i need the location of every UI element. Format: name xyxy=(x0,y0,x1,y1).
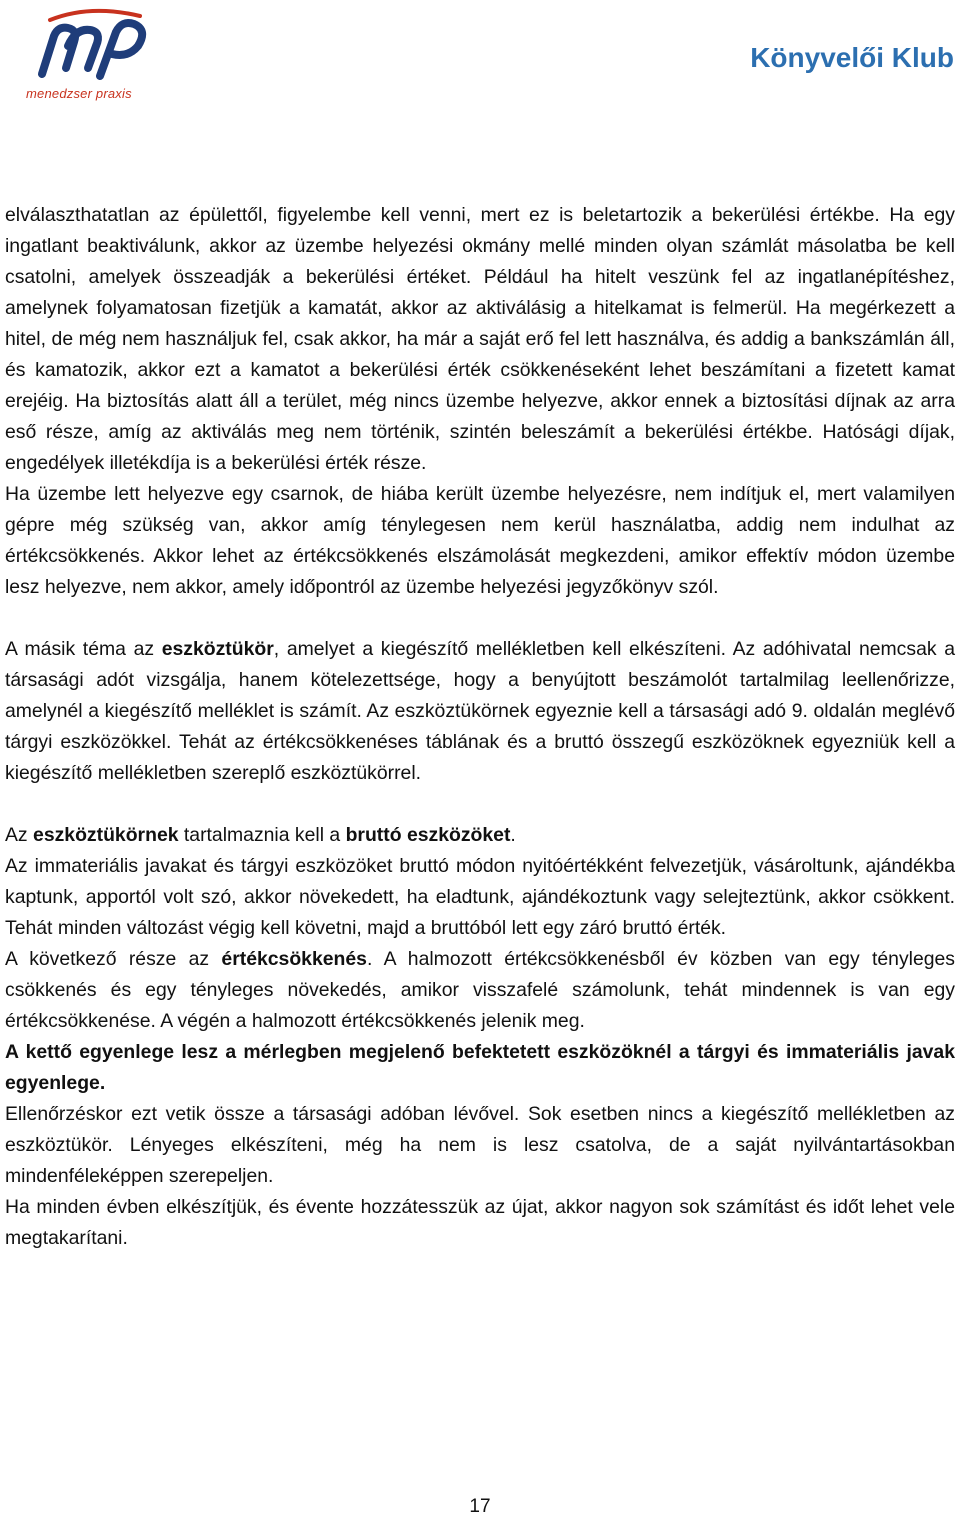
p3-text-c: , amelyet a kiegészítő mellékletben kell elkészíteni. Az adóhivatal nemcsak a társasági adót vizsgálja, hanem kötelezettsége, hogy a benyújtott beszámolót tartalmilag leellenőrizze, amelynél a kiegészítő melléklet is számít. Az eszköztükörnek egyeznie kell a társasági adó 9. oldalán meglévő tárgyi eszközökkel. Tehát az értékcsökkenéses táblának és a bruttó összegű eszközöknek egyezniük kell a kiegészítő mellékletben szereplő eszköztükörrel. xyxy=(5,638,955,784)
document-body xyxy=(5,200,955,1254)
p3-text-a: A másik téma az xyxy=(5,638,162,660)
p4-text-c: tartalmaznia kell a xyxy=(178,824,346,846)
paragraph-3 xyxy=(5,634,955,789)
page-number: 17 xyxy=(469,1496,491,1517)
p7-bold: A kettő egyenlege lesz a mérlegben megjelenő befektetett eszközöknél a tárgyi és immateriális javak egyenlege. xyxy=(5,1041,955,1094)
paragraph-1: elválaszthatatlan az épülettől, figyelembe kell venni, mert ez is beletartozik a bekerülési értékbe. Ha egy ingatlant beaktiválunk, akkor az üzembe helyezési okmány mellé minden olyan számlát másolatba be kell csatolni, amelyek összeadják a bekerülési értéket. Például ha hitelt veszünk fel az ingatlanépítéshez, amelynek folyamatosan fizetjük a kamatát, akkor az aktiválásig a hitelkamat is felmerül. Ha megérkezett a hitel, de még nem használjuk fel, csak akkor, ha már a saját erő fel lett használva, és addig a bankszámlán áll, és kamatozik, akkor ezt a kamatot a bekerülési érték csökkenéseként lehet beszámítani a fizetett kamat erejéig. Ha biztosítás alatt áll a terület, még nincs üzembe helyezve, akkor ennek a biztosítási díjnak az arra eső része, amíg az aktiválás meg nem történik, szintén beleszámít a bekerülési értékbe. Hatósági díjak, engedélyek illetékdíja is a bekerülési érték része. xyxy=(5,204,955,474)
paragraph-4 xyxy=(5,820,955,851)
paragraph-5: Az immateriális javakat és tárgyi eszközöket bruttó módon nyitóértékként felvezetjük, vásároltunk, ajándékba kaptunk, apportól volt szó, akkor növekedett, ha eladtunk, ajándékoztunk vagy selejteztünk, akkor csökkent. Tehát minden változást végig kell követni, majd a bruttóból lett egy záró bruttó érték. xyxy=(5,855,955,939)
club-title: Könyvelői Klub xyxy=(750,42,954,73)
p3-bold-eszkoztukor: eszköztükör xyxy=(161,638,274,660)
p6-bold-ertekcsokkenes: értékcsökkenés xyxy=(221,948,367,970)
paragraph-gap xyxy=(5,789,955,820)
page-header xyxy=(0,0,960,120)
logo-text: menedzser praxis xyxy=(26,86,132,101)
p4-bold-brutto: bruttó eszközöket xyxy=(345,824,511,846)
paragraph-7 xyxy=(5,1037,955,1099)
p4-text-e: . xyxy=(510,824,516,846)
p6-text-a: A következő része az xyxy=(5,948,222,970)
paragraph-6 xyxy=(5,944,955,1037)
p6-text-c: . A halmozott értékcsökkenésből év közben van egy tényleges csökkenés és egy tényleges növekedés, amikor visszafelé számolunk, tehát mindennek is van egy értékcsökkenése. A végén a halmozott értékcsökkenés jelenik meg. xyxy=(5,948,955,1032)
paragraph-9: Ha minden évben elkészítjük, és évente hozzátesszük az újat, akkor nagyon sok számítást és időt lehet vele megtakarítani. xyxy=(5,1196,955,1249)
paragraph-2: Ha üzembe lett helyezve egy csarnok, de hiába került üzembe helyezésre, nem indítjuk el, mert valamilyen gépre még szükség van, akkor amíg ténylegesen nem kerül használatba, addig nem indulhat az értékcsökkenés. Akkor lehet az értékcsökkenés elszámolását megkezdeni, amikor effektív módon üzembe lesz helyezve, nem akkor, amely időpontról az üzembe helyezési jegyzőkönyv szól. xyxy=(5,483,955,598)
paragraph-8: Ellenőrzéskor ezt vetik össze a társasági adóban lévővel. Sok esetben nincs a kiegészítő mellékletben az eszköztükör. Lényeges elkészíteni, még ha nem is lesz csatolva, de a saját nyilvántartásokban mindenféleképpen szerepeljen. xyxy=(5,1103,955,1187)
p4-text-a: Az xyxy=(5,824,34,846)
p4-bold-eszkoztukornek: eszköztükörnek xyxy=(33,824,179,846)
paragraph-gap xyxy=(5,603,955,634)
